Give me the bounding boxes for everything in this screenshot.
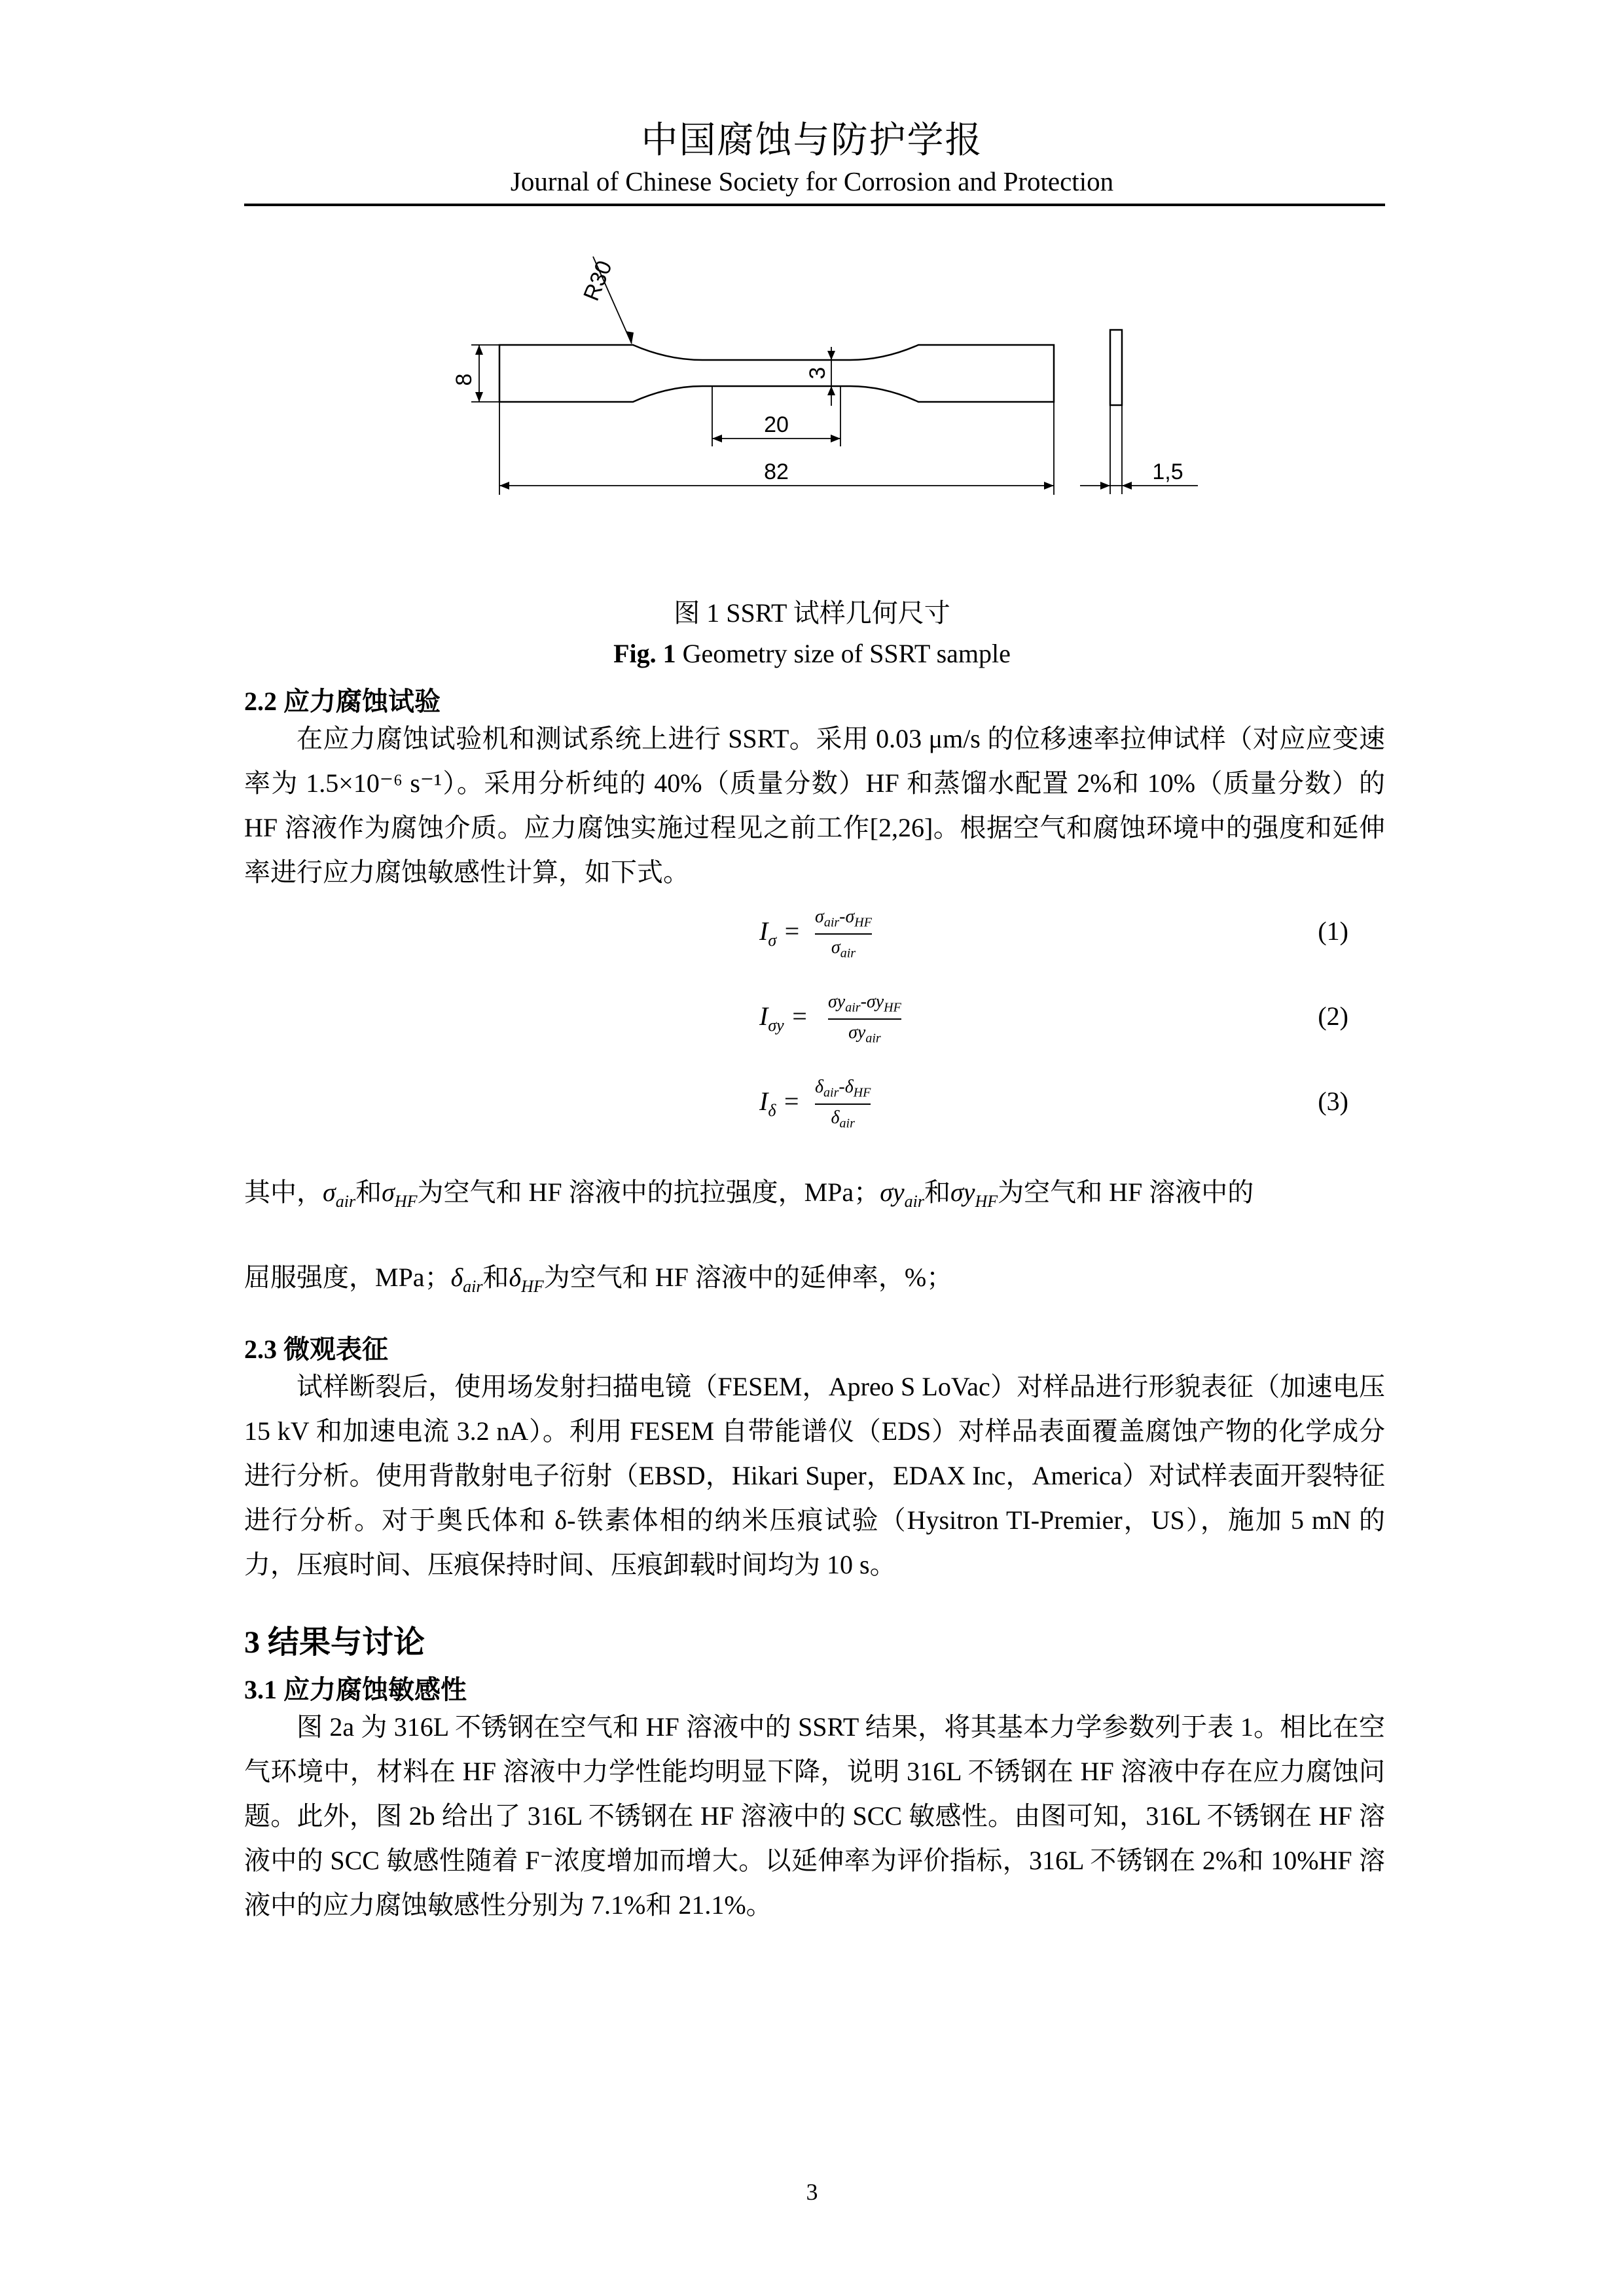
equation-3	[759, 1077, 1348, 1129]
equation-2-fraction	[828, 992, 901, 1046]
total-length-arrow-right	[1044, 482, 1054, 490]
section-2-2-title: 2.2 应力腐蚀试验	[244, 687, 441, 716]
section-3-1-paragraph: 图 2a 为 316L 不锈钢在空气和 HF 溶液中的 SSRT 结果，将其基本力学参数列于表 1。相比在空气环境中，材料在 HF 溶液中力学性能均明显下降，说明 316L 不锈钢在 HF 溶液中存在应力腐蚀问题。此外，图 2b 给出了 316L 不锈钢在 HF 溶液中的 SCC 敏感性。由图可知，316L 不锈钢在 HF 溶液中的 SCC 敏感性随着 F⁻浓度增加而增大。以延伸率为评价指标，316L 不锈钢在 2%和 10%HF 溶液中的应力腐蚀敏感性分别为 7.1%和 21.1%。	[244, 1712, 1385, 1920]
equation-1-fraction	[815, 906, 872, 961]
equation-3-numerator: $\delta_{air}-\delta_{HF}$	[815, 1077, 871, 1100]
figure-caption-cn: 图 1 SSRT 试样几何尺寸	[674, 598, 950, 628]
section-2-2-paragraph: 在应力腐蚀试验机和测试系统上进行 SSRT。采用 0.03 μm/s 的位移速率拉伸试样（对应应变速率为 1.5×10⁻⁶ s⁻¹）。采用分析纯的 40%（质量分数）HF 和蒸馏水配置 2%和 10%（质量分数）的 HF 溶液作为腐蚀介质。应力腐蚀实施过程见之前工作[2,26]。根据空气和腐蚀环境中的强度和延伸率进行应力腐蚀敏感性计算，如下式。	[244, 724, 1385, 887]
def-sym: σy	[880, 1177, 905, 1207]
figure-caption-text: Geometry size of SSRT sample	[676, 639, 1011, 668]
equation-1-lhs: $I_\sigma$ =	[759, 916, 801, 950]
radius-arrowhead	[626, 331, 634, 344]
def-sub: HF	[975, 1192, 998, 1211]
thickness-label: 1,5	[1152, 459, 1183, 484]
eq2-num-a-sub: air	[845, 1000, 861, 1015]
eq1-den-sub: air	[840, 946, 856, 961]
equation-3-lhs-sub: δ	[768, 1101, 776, 1120]
eq1-num-a: σ	[815, 906, 824, 927]
equation-1-denominator	[815, 937, 872, 961]
equation-3-lhs-symbol: I	[759, 1086, 768, 1116]
definitions-line-2	[244, 1257, 952, 1297]
eq3-den-sub: air	[839, 1116, 855, 1131]
gauge-width-arrow-top	[827, 351, 835, 360]
equation-1-lhs-sub: σ	[768, 931, 777, 950]
definitions-line-1	[244, 1172, 1254, 1211]
journal-title-cn: 中国腐蚀与防护学报	[641, 120, 983, 161]
gauge-width-arrow-bottom	[827, 386, 835, 395]
figure-caption-en	[0, 638, 1624, 669]
equation-1-fraction-bar	[815, 933, 872, 935]
def-text: 和	[355, 1177, 382, 1207]
eq2-den: σy	[848, 1022, 866, 1043]
eq1-den: σ	[831, 937, 840, 958]
section-2-3-title: 2.3 微观表征	[244, 1335, 388, 1364]
gauge-length-arrow-left	[712, 435, 722, 442]
def-sym: σ	[323, 1177, 336, 1207]
gauge-width-label: 3	[805, 367, 830, 380]
header-rule	[244, 204, 1385, 206]
equation-2	[759, 992, 1348, 1044]
def-symbol	[880, 1177, 925, 1211]
section-2-2-body	[244, 717, 1385, 895]
equation-3-fraction	[815, 1077, 871, 1131]
section-3-title: 3 结果与讨论	[244, 1625, 425, 1660]
journal-title-en: Journal of Chinese Society for Corrosion and Protection	[510, 166, 1114, 196]
equation-2-denominator	[828, 1022, 901, 1047]
def-text: 其中，	[244, 1177, 323, 1207]
def-text: 为空气和 HF 溶液中的延伸率，%；	[543, 1263, 953, 1292]
section-3-1-body	[244, 1705, 1385, 1928]
def-symbol	[450, 1263, 483, 1296]
width-arrow-bottom	[475, 392, 483, 402]
equation-1-numerator: $\sigma_{air}-\sigma_{HF}$	[815, 906, 872, 930]
eq2-den-sub: air	[865, 1031, 881, 1046]
eq3-num-a-sub: air	[823, 1085, 839, 1100]
thickness-arrow-left	[1100, 482, 1110, 490]
equation-2-lhs-symbol: I	[759, 1001, 768, 1031]
specimen-side-view	[1110, 330, 1122, 405]
eq3-num-b-sub: HF	[853, 1085, 871, 1100]
def-sub: HF	[521, 1277, 544, 1296]
eq2-num-b: σy	[866, 992, 884, 1012]
equation-2-number: (2)	[1318, 1001, 1348, 1031]
specimen-outline	[499, 345, 1054, 402]
figure-specimen-drawing	[445, 242, 1218, 517]
def-text: 和	[482, 1263, 509, 1292]
radius-label: R30	[579, 257, 617, 304]
equation-3-lhs: $I_\delta$ =	[759, 1086, 801, 1120]
eq3-num-b: δ	[844, 1077, 854, 1097]
equation-2-lhs: $I_{\sigma y}$ =	[759, 1001, 808, 1035]
equation-1-lhs-symbol: I	[759, 916, 768, 946]
def-sym: σ	[382, 1177, 395, 1207]
section-2-3-body	[244, 1365, 1385, 1587]
equation-1	[759, 906, 1348, 959]
def-text: 和	[924, 1177, 951, 1207]
figure-caption-label: Fig. 1	[613, 639, 676, 668]
equation-2-numerator: $\sigma y_{air}-\sigma y_{HF}$	[828, 992, 901, 1015]
page-number: 3	[806, 2179, 818, 2205]
thickness-arrow-right	[1122, 482, 1132, 490]
def-sub: air	[904, 1192, 925, 1211]
def-symbol	[950, 1177, 998, 1211]
def-sub: HF	[394, 1192, 418, 1211]
equation-3-number: (3)	[1318, 1086, 1348, 1116]
def-sub: air	[335, 1192, 356, 1211]
width-arrow-top	[475, 345, 483, 355]
eq1-num-b: σ	[845, 906, 855, 927]
gauge-length-arrow-right	[831, 435, 840, 442]
eq3-den: δ	[831, 1107, 840, 1128]
def-text: 屈服强度，MPa；	[244, 1263, 451, 1292]
section-2-3-paragraph: 试样断裂后，使用场发射扫描电镜（FESEM，Apreo S LoVac）对样品进行形貌表征（加速电压 15 kV 和加速电流 3.2 nA）。利用 FESEM 自带能谱仪（EDS）对样品表面覆盖腐蚀产物的化学成分进行分析。使用背散射电子衍射（EBSD，Hikari Super，EDAX Inc，America）对试样表面开裂特征进行分析。对于奥氏体和 δ-铁素体相的纳米压痕试验（Hysitron TI-Premier，US），施加 5 mN 的力，压痕时间、压痕保持时间、压痕卸载时间均为 10 s。	[244, 1372, 1385, 1579]
eq3-num-a: δ	[815, 1077, 824, 1097]
def-text: 为空气和 HF 溶液中的	[998, 1177, 1254, 1207]
equation-2-lhs-sub: σy	[768, 1016, 784, 1035]
equation-2-fraction-bar	[828, 1018, 901, 1020]
specimen-svg	[445, 242, 1218, 517]
eq2-num-a: σy	[828, 992, 846, 1012]
eq1-num-a-sub: air	[823, 915, 840, 930]
total-length-arrow-left	[499, 482, 509, 490]
def-sym: δ	[509, 1263, 522, 1292]
def-symbol	[509, 1263, 544, 1296]
equation-1-number: (1)	[1318, 916, 1348, 946]
equation-3-fraction-bar	[815, 1103, 871, 1105]
gauge-length-label: 20	[764, 412, 789, 437]
equation-3-denominator	[815, 1107, 871, 1132]
section-3-1-title: 3.1 应力腐蚀敏感性	[244, 1675, 467, 1704]
def-symbol	[382, 1177, 418, 1211]
total-length-label: 82	[764, 459, 789, 484]
def-text: 为空气和 HF 溶液中的抗拉强度，MPa；	[417, 1177, 880, 1207]
eq1-num-b-sub: HF	[854, 915, 872, 930]
def-symbol	[323, 1177, 356, 1211]
def-sub: air	[463, 1277, 483, 1296]
width-label: 8	[452, 373, 477, 386]
eq2-num-b-sub: HF	[884, 1000, 901, 1015]
def-sym: σy	[950, 1177, 975, 1207]
def-sym: δ	[450, 1263, 463, 1292]
